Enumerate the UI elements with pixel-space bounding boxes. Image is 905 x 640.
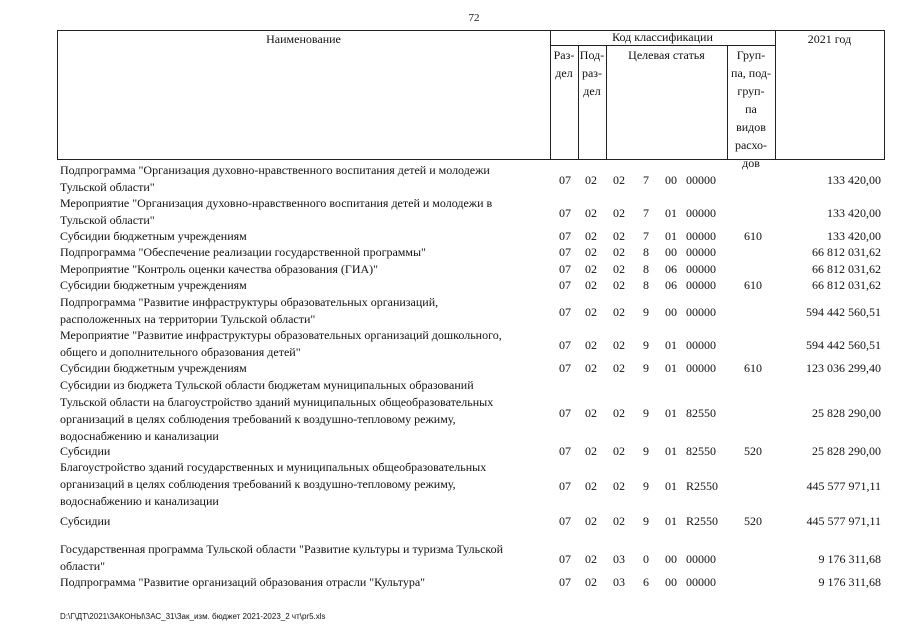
code-vr: 520 [744, 514, 762, 528]
header-group: Груп- па, под- груп- па видов расхо- дов [731, 48, 771, 170]
table-row [0, 277, 905, 294]
header-target: Целевая статья [628, 48, 705, 62]
table-row [0, 377, 905, 445]
row-sum: 9 176 311,68 [818, 552, 881, 566]
code-c4: 00000 [686, 245, 716, 259]
code-rz: 07 [559, 338, 571, 352]
code-c1: 03 [613, 552, 625, 566]
row-name: Подпрограмма "Развитие организаций образования отрасли "Культура" [60, 575, 426, 589]
table-row [0, 459, 905, 510]
code-c4: 00000 [686, 262, 716, 276]
table-row [0, 513, 905, 530]
row-sum: 25 828 290,00 [812, 406, 881, 420]
row-sum: 445 577 971,11 [806, 479, 881, 493]
row-name: Благоустройство зданий государственных и муниципальных общеобразовательных организаций в целях соблюдения требований к воздушно-тепловому режиму, водоснабжению и канализации [60, 460, 487, 508]
code-c4: 00000 [686, 278, 716, 292]
code-rz: 07 [559, 514, 571, 528]
code-c3: 01 [665, 406, 677, 420]
table-row [0, 574, 905, 591]
code-pr: 02 [585, 305, 597, 319]
row-sum: 133 420,00 [827, 173, 881, 187]
code-c2: 7 [643, 206, 649, 220]
table-row [0, 244, 905, 261]
code-c2: 9 [643, 305, 649, 319]
code-c1: 02 [613, 229, 625, 243]
code-pr: 02 [585, 245, 597, 259]
code-c1: 02 [613, 479, 625, 493]
code-c3: 01 [665, 514, 677, 528]
row-sum: 66 812 031,62 [812, 245, 881, 259]
code-c3: 01 [665, 444, 677, 458]
code-c3: 01 [665, 206, 677, 220]
table-row [0, 162, 905, 196]
code-c1: 02 [613, 245, 625, 259]
table-row [0, 541, 905, 575]
code-c3: 06 [665, 262, 677, 276]
code-c1: 02 [613, 206, 625, 220]
code-pr: 02 [585, 406, 597, 420]
code-vr: 610 [744, 229, 762, 243]
code-c2: 0 [643, 552, 649, 566]
code-c1: 02 [613, 361, 625, 375]
code-rz: 07 [559, 245, 571, 259]
code-pr: 02 [585, 278, 597, 292]
code-rz: 07 [559, 361, 571, 375]
code-pr: 02 [585, 361, 597, 375]
code-c3: 01 [665, 361, 677, 375]
row-name: Субсидии [60, 514, 111, 528]
code-rz: 07 [559, 552, 571, 566]
code-c2: 9 [643, 338, 649, 352]
row-sum: 66 812 031,62 [812, 278, 881, 292]
code-pr: 02 [585, 229, 597, 243]
code-pr: 02 [585, 575, 597, 589]
row-name: Субсидии бюджетным учреждениям [60, 229, 247, 243]
code-c2: 8 [643, 245, 649, 259]
row-sum: 594 442 560,51 [806, 305, 881, 319]
code-c1: 02 [613, 278, 625, 292]
code-c3: 01 [665, 229, 677, 243]
code-rz: 07 [559, 406, 571, 420]
code-c2: 7 [643, 229, 649, 243]
row-sum: 133 420,00 [827, 206, 881, 220]
row-name: Субсидии бюджетным учреждениям [60, 361, 247, 375]
row-name: Субсидии [60, 444, 111, 458]
code-c2: 6 [643, 575, 649, 589]
code-rz: 07 [559, 444, 571, 458]
code-rz: 07 [559, 305, 571, 319]
code-c1: 02 [613, 173, 625, 187]
code-c4: 00000 [686, 173, 716, 187]
header-subsection: Под- раз- дел [579, 48, 605, 98]
table-row [0, 294, 905, 328]
code-c4: 00000 [686, 305, 716, 319]
code-c3: 00 [665, 575, 677, 589]
code-c3: 00 [665, 305, 677, 319]
code-c4: 82550 [686, 444, 716, 458]
code-c2: 7 [643, 173, 649, 187]
code-c4: 00000 [686, 361, 716, 375]
code-vr: 610 [744, 361, 762, 375]
header-year: 2021 год [807, 32, 852, 46]
page-number: 72 [468, 12, 480, 24]
row-name: Подпрограмма "Развитие инфраструктуры образовательных организаций, расположенных на территории Тульской области" [60, 295, 439, 326]
table-row [0, 195, 905, 229]
code-vr: 610 [744, 278, 762, 292]
code-c2: 9 [643, 406, 649, 420]
code-c1: 02 [613, 444, 625, 458]
code-c1: 02 [613, 514, 625, 528]
table-row [0, 261, 905, 278]
row-name: Государственная программа Тульской области "Развитие культуры и туризма Тульской области" [60, 542, 504, 573]
header-name: Наименование [266, 32, 341, 46]
code-rz: 07 [559, 173, 571, 187]
code-c2: 8 [643, 262, 649, 276]
code-c3: 06 [665, 278, 677, 292]
code-c2: 8 [643, 278, 649, 292]
code-pr: 02 [585, 262, 597, 276]
row-name: Мероприятие "Контроль оценки качества образования (ГИА)" [60, 262, 379, 276]
code-rz: 07 [559, 575, 571, 589]
code-c3: 00 [665, 245, 677, 259]
code-pr: 02 [585, 552, 597, 566]
row-name: Субсидии бюджетным учреждениям [60, 278, 247, 292]
code-c2: 9 [643, 479, 649, 493]
code-c4: R2550 [686, 514, 719, 528]
row-sum: 594 442 560,51 [806, 338, 881, 352]
code-pr: 02 [585, 173, 597, 187]
row-sum: 133 420,00 [827, 229, 881, 243]
code-rz: 07 [559, 262, 571, 276]
code-c4: 00000 [686, 552, 716, 566]
row-sum: 445 577 971,11 [806, 514, 881, 528]
table-row [0, 360, 905, 377]
code-c1: 03 [613, 575, 625, 589]
header-code: Код классификации [612, 30, 713, 44]
code-rz: 07 [559, 278, 571, 292]
code-pr: 02 [585, 206, 597, 220]
code-c3: 01 [665, 338, 677, 352]
row-sum: 9 176 311,68 [818, 575, 881, 589]
code-c1: 02 [613, 305, 625, 319]
code-pr: 02 [585, 514, 597, 528]
code-pr: 02 [585, 479, 597, 493]
row-name: Мероприятие "Организация духовно-нравственного воспитания детей и молодежи в Тульской области" [60, 196, 493, 227]
code-c1: 02 [613, 262, 625, 276]
code-c4: 82550 [686, 406, 716, 420]
code-c2: 9 [643, 361, 649, 375]
code-c2: 9 [643, 444, 649, 458]
footer-path: D:\Г\ДТ\2021\ЗАКОНЫ\ЗАС_31\Зак_изм. бюджет 2021-2023_2 чт\pr5.xls [60, 612, 326, 621]
code-c4: 00000 [686, 338, 716, 352]
row-sum: 25 828 290,00 [812, 444, 881, 458]
row-name: Мероприятие "Развитие инфраструктуры образовательных организаций дошкольного, общего и дополнительного образования детей" [60, 328, 502, 359]
table-row [0, 443, 905, 460]
code-c4: R2550 [686, 479, 719, 493]
code-c4: 00000 [686, 575, 716, 589]
code-c3: 00 [665, 173, 677, 187]
code-c1: 02 [613, 338, 625, 352]
row-name: Субсидии из бюджета Тульской области бюджетам муниципальных образований Тульской области на благоустройство зданий муниципальных общеобразовательных организаций в целях соблюдения требований к воздушно-тепловому режиму, водоснабжению и канализации [60, 378, 494, 443]
code-c3: 01 [665, 479, 677, 493]
code-c2: 9 [643, 514, 649, 528]
code-pr: 02 [585, 444, 597, 458]
row-name: Подпрограмма "Обеспечение реализации государственной программы" [60, 245, 426, 259]
table-header [0, 0, 905, 170]
code-rz: 07 [559, 229, 571, 243]
code-c4: 00000 [686, 229, 716, 243]
code-c1: 02 [613, 406, 625, 420]
row-sum: 66 812 031,62 [812, 262, 881, 276]
code-pr: 02 [585, 338, 597, 352]
header-section: Раз- дел [553, 48, 575, 80]
code-rz: 07 [559, 479, 571, 493]
row-sum: 123 036 299,40 [806, 361, 881, 375]
code-rz: 07 [559, 206, 571, 220]
row-name: Подпрограмма "Организация духовно-нравственного воспитания детей и молодежи Тульской области" [60, 163, 490, 194]
table-row [0, 327, 905, 361]
code-vr: 520 [744, 444, 762, 458]
code-c3: 00 [665, 552, 677, 566]
table-row [0, 228, 905, 245]
code-c4: 00000 [686, 206, 716, 220]
